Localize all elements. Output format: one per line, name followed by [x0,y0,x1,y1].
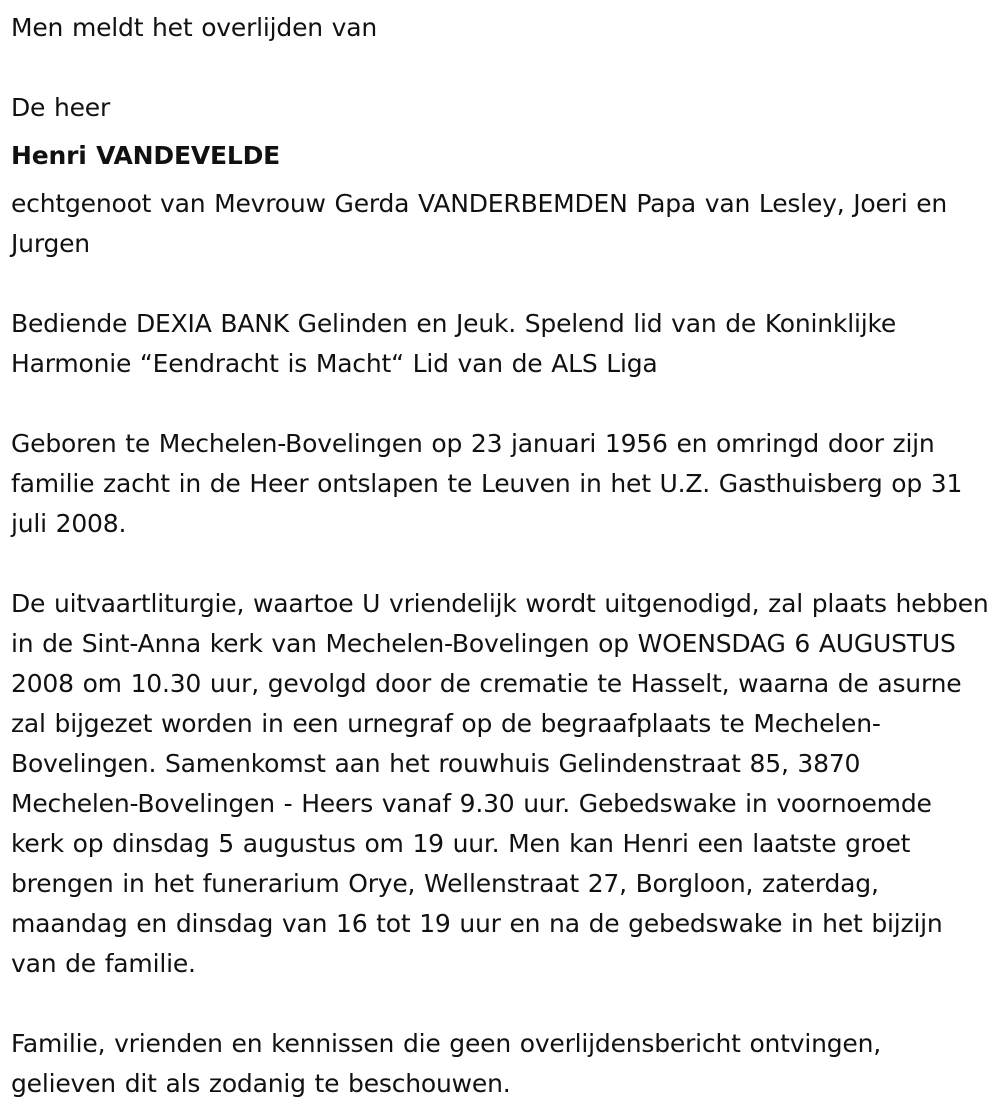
notice-closing: Familie, vrienden en kennissen die geen overlijdensbericht ontvingen, gelieven dit als zodanig te beschouwen. [11,1029,882,1098]
notice-intro: Men meldt het overlijden van [11,13,378,42]
notice-title: De heer [11,93,111,122]
notice-occupation: Bediende DEXIA BANK Gelinden en Jeuk. Spelend lid van de Koninklijke Harmonie “Eendracht is Macht“ Lid van de ALS Liga [11,309,897,378]
spacer [11,384,990,424]
spacer [11,544,990,584]
deceased-name: Henri VANDEVELDE [11,141,281,170]
spacer [11,264,990,304]
spacer [11,984,990,1024]
notice-funeral: De uitvaartliturgie, waartoe U vriendelijk wordt uitgenodigd, zal plaats hebben in de Sint-Anna kerk van Mechelen-Bovelingen op WOENSDAG 6 AUGUSTUS 2008 om 10.30 uur, gevolgd door de crematie te Hasselt, waarna de asurne zal bijgezet worden in een urnegraf op de begraafplaats te Mechelen-Bovelingen. Samenkomst aan het rouwhuis Gelindenstraat 85, 3870 Mechelen-Bovelingen - Heers vanaf 9.30 uur. Gebedswake in voornoemde kerk op dinsdag 5 augustus om 19 uur. Men kan Henri een laatste groet brengen in het funerarium Orye, Wellenstraat 27, Borgloon, zaterdag, maandag en dinsdag van 16 tot 19 uur en na de gebedswake in het bijzijn van de familie. [11,589,989,978]
spacer [11,48,990,88]
notice-birth-death: Geboren te Mechelen-Bovelingen op 23 januari 1956 en omringd door zijn familie zacht in de Heer ontslapen te Leuven in het U.Z. Gasthuisberg op 31 juli 2008. [11,429,963,538]
notice-relations: echtgenoot van Mevrouw Gerda VANDERBEMDEN Papa van Lesley, Joeri en Jurgen [11,189,948,258]
